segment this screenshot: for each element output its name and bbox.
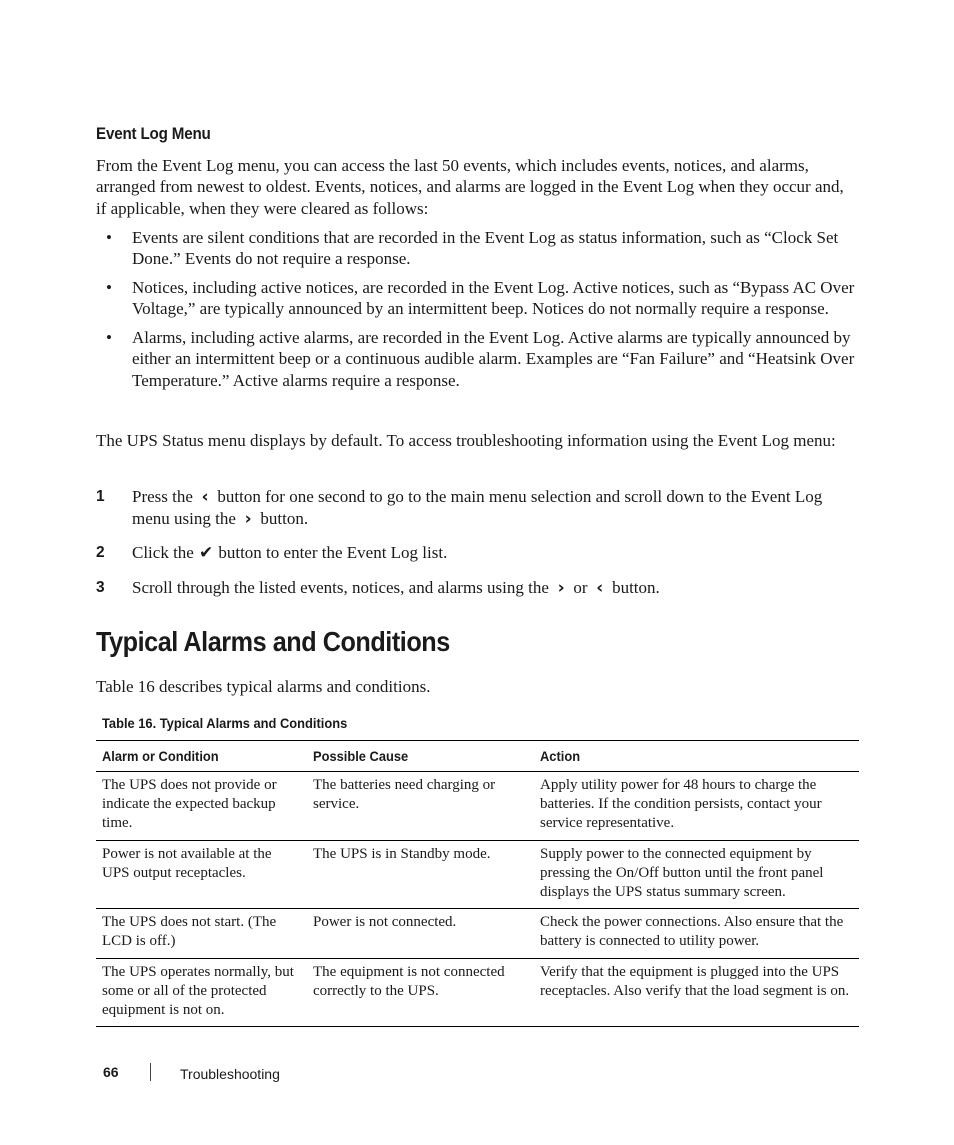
footer-section-title: Troubleshooting (180, 1066, 280, 1082)
page-number: 66 (103, 1064, 119, 1080)
list-item: • Alarms, including active alarms, are recorded in the Event Log. Active alarms are typically announced by either an intermittent beep or a continuous audible alarm. Examples are “Fan Failure” and “Heatsink Over Temperature.” Active alarms require a response. (106, 328, 855, 390)
column-header: Alarm or Condition (96, 741, 307, 772)
checkmark-icon: ✔ (198, 543, 214, 563)
section-heading-event-log: Event Log Menu (96, 125, 211, 143)
step-number: 2 (96, 544, 105, 561)
list-item: • Notices, including active notices, are recorded in the Event Log. Active notices, such as “Bypass AC Over Voltage,” are typically announced by an intermittent beep. Notices do not normally require a response. (106, 278, 855, 319)
column-header: Possible Cause (307, 741, 534, 772)
bullet-icon: • (106, 228, 112, 247)
left-arrow-icon: ‹ (201, 487, 209, 507)
left-arrow-icon: ‹ (596, 578, 604, 598)
table-cell: The UPS does not start. (The LCD is off.) (96, 909, 307, 958)
table-cell: Verify that the equipment is plugged into the UPS receptacles. Also verify that the load segment is on. (534, 958, 859, 1027)
table-cell: Power is not connected. (307, 909, 534, 958)
event-log-intro: From the Event Log menu, you can access the last 50 events, which includes events, notices, and alarms, arranged from newest to oldest. Events, notices, and alarms are logged in the Event Log when they occur and, if applicable, when they were cleared as follows: (96, 156, 844, 218)
alarms-table (96, 740, 859, 1027)
right-arrow-icon: › (557, 578, 565, 598)
footer-divider (150, 1063, 151, 1081)
table-cell: The equipment is not connected correctly to the UPS. (307, 958, 534, 1027)
list-item: • Events are silent conditions that are recorded in the Event Log as status information, such as “Clock Set Done.” Events do not require a response. (106, 228, 839, 269)
section-heading-typical-alarms: Typical Alarms and Conditions (96, 626, 450, 657)
table-intro: Table 16 describes typical alarms and conditions. (96, 677, 431, 696)
bullet-icon: • (106, 278, 112, 298)
table-cell: The UPS does not provide or indicate the expected backup time. (96, 772, 307, 841)
table-caption: Table 16. Typical Alarms and Conditions (102, 715, 348, 731)
step-1: 1 Press the ‹ button for one second to go to the main menu selection and scroll down to the Event Log menu using the › button. (96, 487, 823, 530)
column-header: Action (534, 741, 859, 772)
table-row (96, 958, 859, 1027)
table-cell: The batteries need charging or service. (307, 772, 534, 841)
event-type-list (96, 227, 856, 399)
status-menu-text: The UPS Status menu displays by default. To access troubleshooting information using the Event Log menu: (96, 431, 836, 450)
bullet-icon: • (106, 328, 112, 348)
table-row (96, 772, 859, 841)
step-number: 1 (96, 488, 105, 505)
table-row (96, 909, 859, 958)
step-3: 3 Scroll through the listed events, notices, and alarms using the › or ‹ button. (96, 578, 660, 598)
table-cell: Apply utility power for 48 hours to charge the batteries. If the condition persists, contact your service representative. (534, 772, 859, 841)
step-number: 3 (96, 579, 105, 596)
right-arrow-icon: › (244, 509, 252, 530)
table-cell: Supply power to the connected equipment by pressing the On/Off button until the front panel displays the UPS status summary screen. (534, 840, 859, 909)
table-cell: Check the power connections. Also ensure that the battery is connected to utility power. (534, 909, 859, 958)
table-cell: The UPS is in Standby mode. (307, 840, 534, 909)
table-header-row (96, 741, 859, 772)
table-row (96, 840, 859, 909)
table-cell: Power is not available at the UPS output receptacles. (96, 840, 307, 909)
table-cell: The UPS operates normally, but some or all of the protected equipment is not on. (96, 958, 307, 1027)
step-2: 2 Click the ✔ button to enter the Event Log list. (96, 543, 448, 563)
